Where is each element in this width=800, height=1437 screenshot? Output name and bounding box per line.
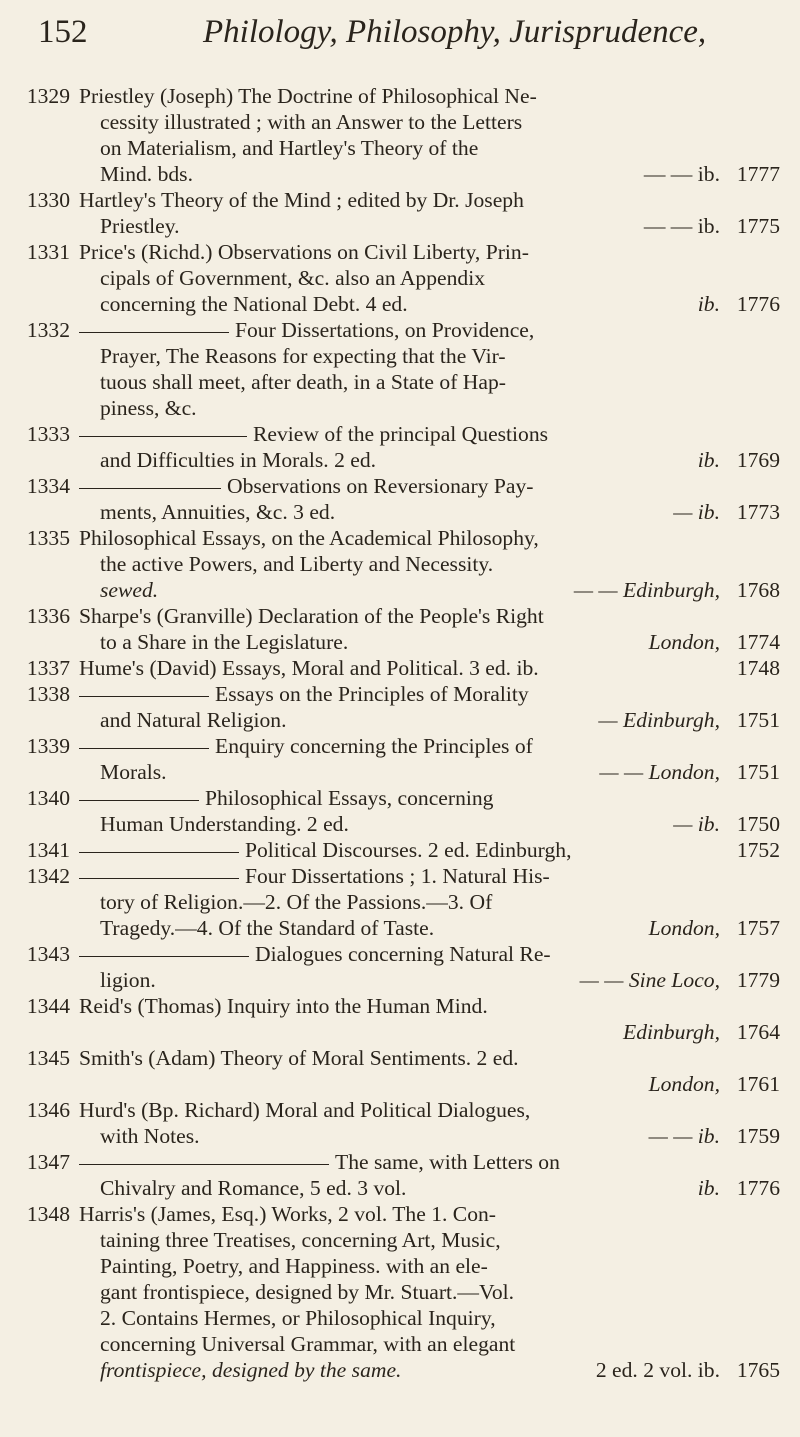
entry-year: 1768 — [736, 578, 780, 602]
entry-year: 1751 — [736, 760, 780, 784]
ditto-rule — [79, 956, 249, 957]
entry-text: Four Dissertations, on Providence, — [235, 318, 535, 342]
catalogue-entry — [0, 83, 800, 187]
entry-line — [79, 1149, 720, 1175]
entry-line: piness, &c. — [100, 396, 197, 420]
entry-number: 1341 — [26, 838, 70, 862]
catalogue-entry — [0, 941, 800, 993]
entry-line: concerning Universal Grammar, with an elegant — [100, 1332, 516, 1356]
entry-line: Harris's (James, Esq.) Works, 2 vol. The 1. Con- — [79, 1202, 496, 1226]
catalogue-entry — [0, 1201, 800, 1383]
entry-line — [79, 863, 720, 889]
entry-line — [100, 447, 720, 473]
entry-line — [100, 811, 720, 837]
entry-line — [100, 967, 720, 993]
entry-line — [79, 421, 720, 447]
entry-imprint: — Edinburgh, — [598, 708, 720, 732]
entry-number: 1329 — [26, 84, 70, 108]
entry-number: 1335 — [26, 526, 70, 550]
entry-year: 1764 — [736, 1020, 780, 1044]
page-number: 152 — [38, 14, 88, 50]
entry-imprint: — ib. — [673, 812, 720, 836]
catalogue-entry — [0, 733, 800, 785]
ditto-rule — [79, 852, 239, 853]
entry-line: on Materialism, and Hartley's Theory of the — [100, 136, 479, 160]
entry-line — [100, 291, 720, 317]
entry-text: Priestley. — [100, 214, 180, 238]
entry-text: with Notes. — [100, 1124, 200, 1148]
entry-line: Painting, Poetry, and Happiness. with an ele- — [100, 1254, 488, 1278]
entry-number: 1336 — [26, 604, 70, 628]
entry-line — [100, 213, 720, 239]
ditto-rule — [79, 878, 239, 879]
entry-text: Enquiry concerning the Principles of — [215, 734, 533, 758]
entry-line — [100, 1019, 720, 1045]
entry-line: Smith's (Adam) Theory of Moral Sentiments. 2 ed. — [79, 1046, 519, 1070]
catalogue-entry — [0, 863, 800, 941]
catalogue-entry — [0, 239, 800, 317]
entry-line: Reid's (Thomas) Inquiry into the Human Mind. — [79, 994, 488, 1018]
entry-text: Four Dissertations ; 1. Natural His- — [245, 864, 550, 888]
entry-line: tory of Religion.—2. Of the Passions.—3. Of — [100, 890, 493, 914]
entry-line — [100, 577, 720, 603]
entry-text: Dialogues concerning Natural Re- — [255, 942, 551, 966]
catalogue-entries — [0, 83, 800, 1383]
entry-line: Hartley's Theory of the Mind ; edited by Dr. Joseph — [79, 188, 524, 212]
entry-year: 1765 — [736, 1358, 780, 1382]
entry-text: Political Discourses. 2 ed. Edinburgh, — [245, 838, 572, 862]
catalogue-entry — [0, 317, 800, 421]
entry-number: 1330 — [26, 188, 70, 212]
entry-number: 1331 — [26, 240, 70, 264]
entry-number: 1334 — [26, 474, 70, 498]
entry-year: 1773 — [736, 500, 780, 524]
entry-year: 1757 — [736, 916, 780, 940]
entry-line — [100, 707, 720, 733]
entry-line — [79, 785, 720, 811]
catalogue-entry — [0, 1097, 800, 1149]
entry-year: 1750 — [736, 812, 780, 836]
entry-text: and Natural Religion. — [100, 708, 287, 732]
entry-imprint: ib. — [697, 292, 720, 316]
catalogue-entry — [0, 603, 800, 655]
catalogue-entry — [0, 785, 800, 837]
entry-line: Prayer, The Reasons for expecting that the Vir- — [100, 344, 506, 368]
entry-text: frontispiece, designed by the same. — [100, 1358, 402, 1382]
entry-year: 1752 — [736, 838, 780, 862]
entry-line: Price's (Richd.) Observations on Civil Liberty, Prin- — [79, 240, 529, 264]
entry-text: Review of the principal Questions — [253, 422, 549, 446]
entry-line — [79, 941, 720, 967]
entry-line — [100, 1123, 720, 1149]
entry-line: cipals of Government, &c. also an Appendix — [100, 266, 485, 290]
entry-number: 1343 — [26, 942, 70, 966]
ditto-rule — [79, 436, 247, 437]
entry-year: 1769 — [736, 448, 780, 472]
catalogue-entry — [0, 655, 800, 681]
entry-line — [100, 1071, 720, 1097]
entry-line — [100, 1175, 720, 1201]
entry-imprint: London, — [648, 1072, 720, 1096]
entry-line — [79, 681, 720, 707]
entry-text: Chivalry and Romance, 5 ed. 3 vol. — [100, 1176, 407, 1200]
entry-line — [100, 759, 720, 785]
entry-line: 2. Contains Hermes, or Philosophical Inquiry, — [100, 1306, 496, 1330]
entry-year: 1751 — [736, 708, 780, 732]
entry-line: Sharpe's (Granville) Declaration of the People's Right — [79, 604, 544, 628]
entry-imprint: ib. — [697, 1176, 720, 1200]
running-title: Philology, Philosophy, Jurisprudence, — [203, 14, 707, 50]
catalogue-entry — [0, 993, 800, 1045]
entry-line: Priestley (Joseph) The Doctrine of Philosophical Ne- — [79, 84, 537, 108]
catalogue-entry — [0, 421, 800, 473]
page-header — [38, 14, 780, 74]
entry-line: Philosophical Essays, on the Academical Philosophy, — [79, 526, 539, 550]
entry-text: concerning the National Debt. 4 ed. — [100, 292, 408, 316]
entry-imprint: — — ib. — [648, 1124, 720, 1148]
entry-imprint: ib. — [697, 448, 720, 472]
entry-year: 1779 — [736, 968, 780, 992]
entry-text: The same, with Letters on — [335, 1150, 560, 1174]
entry-line — [79, 733, 720, 759]
entry-line: Hume's (David) Essays, Moral and Political. 3 ed. ib. — [79, 656, 539, 680]
entry-text: Essays on the Principles of Morality — [215, 682, 529, 706]
entry-number: 1345 — [26, 1046, 70, 1070]
entry-imprint: — ib. — [673, 500, 720, 524]
entry-line: taining three Treatises, concerning Art, Music, — [100, 1228, 501, 1252]
entry-year: 1777 — [736, 162, 780, 186]
entry-imprint: — — ib. — [643, 162, 720, 186]
catalogue-entry — [0, 1149, 800, 1201]
entry-year: 1776 — [736, 1176, 780, 1200]
entry-text: Observations on Reversionary Pay- — [227, 474, 534, 498]
entry-line — [100, 629, 720, 655]
ditto-rule — [79, 800, 199, 801]
ditto-rule — [79, 488, 221, 489]
ditto-rule — [79, 332, 229, 333]
entry-number: 1337 — [26, 656, 70, 680]
entry-line — [79, 317, 720, 343]
entry-number: 1344 — [26, 994, 70, 1018]
catalogue-entry — [0, 1045, 800, 1097]
entry-text: Tragedy.—4. Of the Standard of Taste. — [100, 916, 435, 940]
entry-text: sewed. — [100, 578, 159, 602]
entry-year: 1774 — [736, 630, 780, 654]
catalogue-entry — [0, 837, 800, 863]
entry-text: Human Understanding. 2 ed. — [100, 812, 349, 836]
entry-imprint: — — Sine Loco, — [579, 968, 720, 992]
catalogue-entry — [0, 473, 800, 525]
catalogue-entry — [0, 681, 800, 733]
entry-imprint: — — Edinburgh, — [573, 578, 720, 602]
ditto-rule — [79, 1164, 329, 1165]
entry-year: 1748 — [736, 656, 780, 680]
entry-text: Philosophical Essays, concerning — [205, 786, 494, 810]
entry-line — [100, 915, 720, 941]
entry-imprint: Edinburgh, — [623, 1020, 720, 1044]
entry-number: 1340 — [26, 786, 70, 810]
entry-line: the active Powers, and Liberty and Necessity. — [100, 552, 494, 576]
entry-imprint: London, — [648, 916, 720, 940]
entry-imprint: — — London, — [599, 760, 720, 784]
entry-line — [100, 499, 720, 525]
catalogue-entry — [0, 525, 800, 603]
entry-year: 1776 — [736, 292, 780, 316]
entry-number: 1348 — [26, 1202, 70, 1226]
entry-number: 1346 — [26, 1098, 70, 1122]
catalogue-entry — [0, 187, 800, 239]
entry-text: Morals. — [100, 760, 167, 784]
entry-text: Mind. bds. — [100, 162, 193, 186]
entry-year: 1761 — [736, 1072, 780, 1096]
entry-number: 1333 — [26, 422, 70, 446]
ditto-rule — [79, 696, 209, 697]
entry-line: tuous shall meet, after death, in a State of Hap- — [100, 370, 506, 394]
entry-text: and Difficulties in Morals. 2 ed. — [100, 448, 377, 472]
entry-imprint: London, — [648, 630, 720, 654]
entry-year: 1759 — [736, 1124, 780, 1148]
entry-line: gant frontispiece, designed by Mr. Stuart.—Vol. — [100, 1280, 515, 1304]
ditto-rule — [79, 748, 209, 749]
entry-line: cessity illustrated ; with an Answer to the Letters — [100, 110, 523, 134]
entry-text: ments, Annuities, &c. 3 ed. — [100, 500, 336, 524]
entry-year: 1775 — [736, 214, 780, 238]
entry-number: 1339 — [26, 734, 70, 758]
entry-text: ligion. — [100, 968, 156, 992]
entry-line — [100, 1357, 720, 1383]
entry-number: 1338 — [26, 682, 70, 706]
entry-line — [79, 473, 720, 499]
entry-imprint: — — ib. — [643, 214, 720, 238]
entry-line — [79, 837, 720, 863]
entry-number: 1332 — [26, 318, 70, 342]
entry-line — [100, 161, 720, 187]
entry-text: to a Share in the Legislature. — [100, 630, 349, 654]
entry-imprint: 2 ed. 2 vol. ib. — [595, 1358, 720, 1382]
entry-number: 1347 — [26, 1150, 70, 1174]
entry-number: 1342 — [26, 864, 70, 888]
entry-line: Hurd's (Bp. Richard) Moral and Political Dialogues, — [79, 1098, 531, 1122]
